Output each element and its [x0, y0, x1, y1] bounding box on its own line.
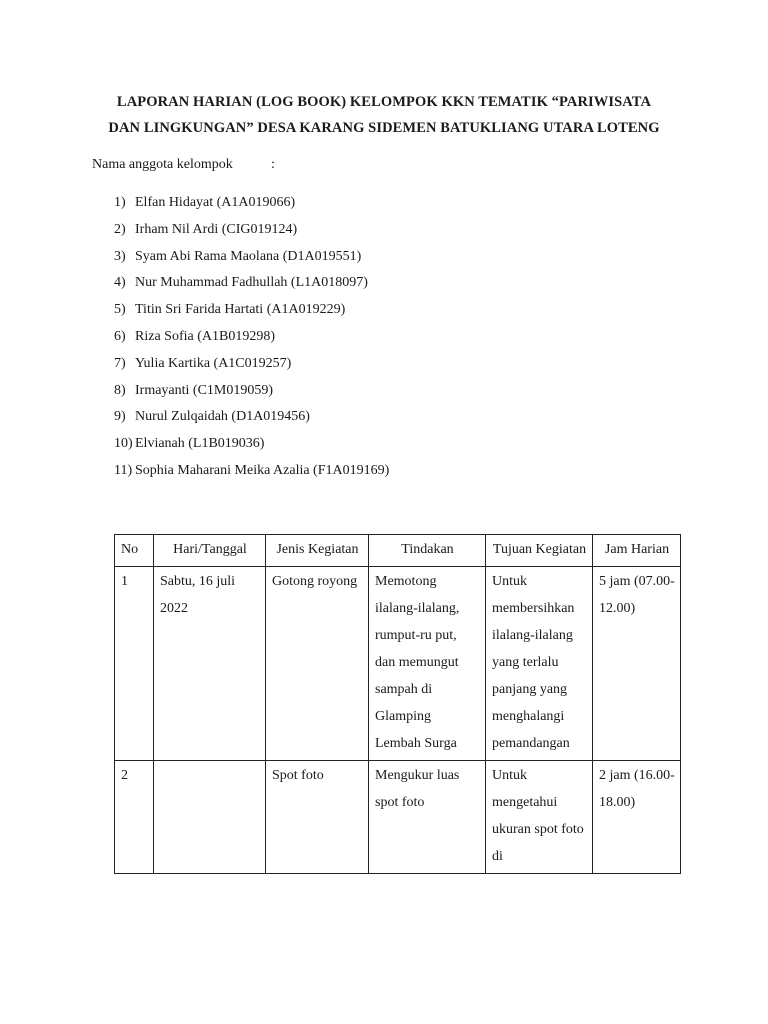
table-header-row [115, 535, 681, 567]
member-item [114, 381, 389, 408]
member-name: Irmayanti (C1M019059) [135, 382, 274, 398]
member-name: Elfan Hidayat (A1A019066) [135, 195, 296, 210]
member-number: 4) [114, 275, 126, 291]
member-item [114, 407, 389, 434]
member-item [114, 273, 389, 300]
member-item [114, 247, 389, 274]
member-item [114, 220, 389, 247]
member-number: 2) [114, 221, 126, 237]
member-number: 1) [114, 195, 126, 210]
header-no: No [115, 535, 154, 567]
document-title-line-2: DAN LINGKUNGAN” DESA KARANG SIDEMEN BATUKLIANG UTARA LOTENG [108, 120, 660, 136]
member-name: Nur Muhammad Fadhullah (L1A018097) [135, 275, 368, 291]
member-name: Sophia Maharani Meika Azalia (F1A019169) [135, 462, 390, 478]
member-number: 8) [114, 382, 126, 398]
header-hours: Jam Harian [593, 535, 681, 567]
member-name: Yulia Kartika (A1C019257) [135, 355, 292, 371]
cell-activity-type: Gotong royong [266, 567, 369, 761]
cell-date: Sabtu, 16 juli 2022 [154, 567, 266, 761]
members-label: Nama anggota kelompok [92, 157, 233, 172]
table-row [115, 567, 681, 761]
member-item [114, 300, 389, 327]
member-name: Elvianah (L1B019036) [135, 436, 265, 452]
table-row [115, 761, 681, 874]
member-number: 5) [114, 302, 126, 318]
member-name: Titin Sri Farida Hartati (A1A019229) [135, 302, 346, 318]
member-number: 10) [114, 436, 133, 452]
member-item [114, 327, 389, 354]
cell-date [154, 761, 266, 874]
member-name: Irham Nil Ardi (CIG019124) [135, 221, 298, 237]
member-list [114, 193, 389, 488]
member-number: 7) [114, 355, 126, 371]
cell-activity-type: Spot foto [266, 761, 369, 874]
member-item [114, 461, 389, 488]
member-number: 3) [114, 248, 126, 264]
cell-hours: 2 jam (16.00-18.00) [593, 761, 681, 874]
cell-action: Memotong ilalang-ilalang, rumput-ru put, dan memungut sampah di Glamping Lembah Surga [369, 567, 486, 761]
cell-no: 2 [115, 761, 154, 874]
members-colon: : [271, 157, 275, 172]
cell-no: 1 [115, 567, 154, 761]
cell-action: Mengukur luas spot foto [369, 761, 486, 874]
header-date: Hari/Tanggal [154, 535, 266, 567]
member-item [114, 193, 389, 220]
document-title-line-1: LAPORAN HARIAN (LOG BOOK) KELOMPOK KKN TEMATIK “PARIWISATA [116, 94, 652, 110]
member-number: 11) [114, 462, 133, 478]
member-item [114, 354, 389, 381]
member-name: Riza Sofia (A1B019298) [135, 328, 275, 344]
member-number: 6) [114, 328, 126, 344]
cell-goal: Untuk membersihkan ilalang-ilalang yang terlalu panjang yang menghalangi pemandangan [486, 567, 593, 761]
header-goal: Tujuan Kegiatan [486, 535, 593, 567]
log-book-table [114, 534, 681, 874]
cell-goal: Untuk mengetahui ukuran spot foto di [486, 761, 593, 874]
header-action: Tindakan [369, 535, 486, 567]
header-activity-type: Jenis Kegiatan [266, 535, 369, 567]
cell-hours: 5 jam (07.00-12.00) [593, 567, 681, 761]
member-number: 9) [114, 409, 126, 425]
member-name: Syam Abi Rama Maolana (D1A019551) [135, 248, 362, 264]
member-item [114, 434, 389, 461]
member-name: Nurul Zulqaidah (D1A019456) [135, 409, 310, 425]
